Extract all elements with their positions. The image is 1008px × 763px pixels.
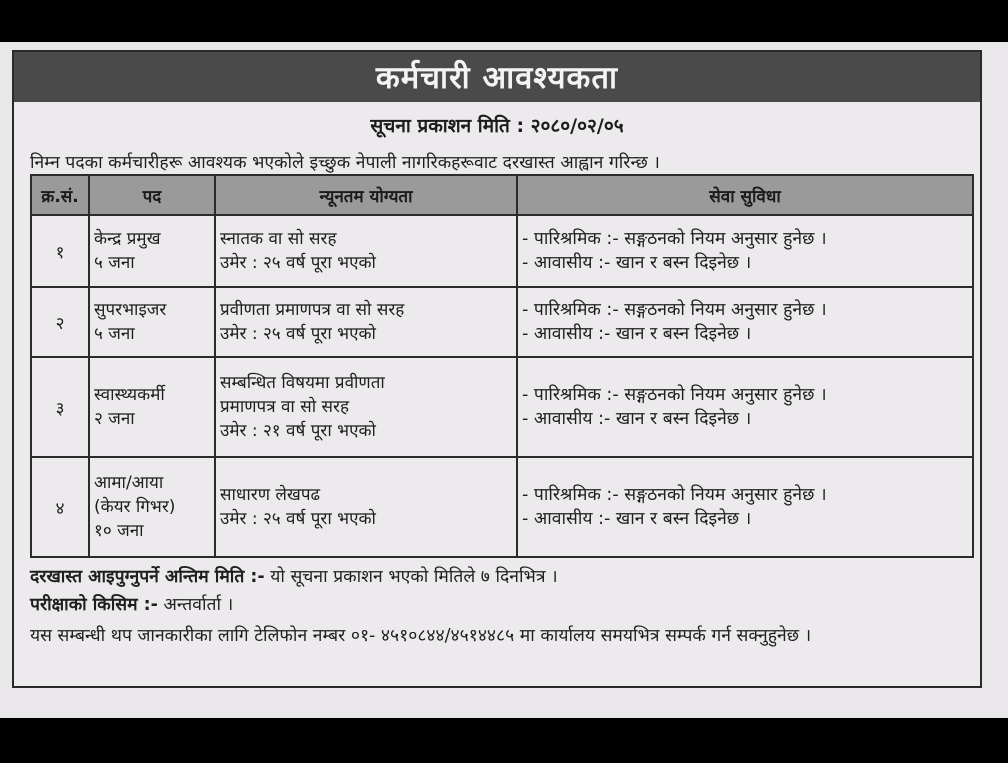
job-notice [12,50,982,688]
row-qualification [215,457,517,557]
row-post [89,287,215,357]
deadline-label: दरखास्त आइपुग्नुपर्ने अन्तिम मिति :- [30,567,265,587]
qualification-line: स्नातक वा सो सरह [220,229,337,249]
qualification-line: उमेर : २१ वर्ष पूरा भएको [220,421,376,441]
header-post: पद [89,175,215,215]
row-qualification [215,215,517,287]
qualification-line: प्रवीणता प्रमाणपत्र वा सो सरह [220,300,405,320]
qualification-line: साधारण लेखपढ [220,485,321,505]
post-count: १० जना [94,521,144,541]
exam-line [30,592,970,616]
publication-date: सूचना प्रकाशन मिति : २०८०/०२/०५ [370,115,624,137]
row-serial: १ [31,215,89,287]
benefit-line: - आवासीय :- खान र बस्न दिइनेछ । [522,509,752,529]
benefit-line: - आवासीय :- खान र बस्न दिइनेछ । [522,324,752,344]
table-row [31,287,973,357]
benefit-line: - आवासीय :- खान र बस्न दिइनेछ । [522,409,752,429]
intro-text: निम्न पदका कर्मचारीहरू आवश्यक भएकोले इच्छुक नेपाली नागरिकहरूवाट दरखास्त आह्वान गरिन्छ । [30,153,660,173]
qualification-line: सम्बन्धित विषयमा प्रवीणता [220,373,385,393]
header-qualification: न्यूनतम योग्यता [215,175,517,215]
qualification-line: उमेर : २५ वर्ष पूरा भएको [220,253,376,273]
post-name: केन्द्र प्रमुख [94,229,161,249]
post-name-detail: (केयर गिभर) [94,497,176,517]
row-serial: ४ [31,457,89,557]
benefit-line: - पारिश्रमिक :- सङ्गठनको नियम अनुसार हुनेछ । [522,485,827,505]
row-serial: ३ [31,357,89,457]
row-post [89,357,215,457]
deadline-value: यो सूचना प्रकाशन भएको मितिले ७ दिनभित्र । [270,567,558,587]
table-row [31,457,973,557]
row-qualification [215,357,517,457]
row-post [89,215,215,287]
vacancy-table [30,174,974,558]
qualification-line: प्रमाणपत्र वा सो सरह [220,397,350,417]
header-serial: क्र.सं. [31,175,89,215]
qualification-line: उमेर : २५ वर्ष पूरा भएको [220,509,376,529]
benefit-line: - पारिश्रमिक :- सङ्गठनको नियम अनुसार हुनेछ । [522,385,827,405]
post-count: ५ जना [94,324,135,344]
post-name: स्वास्थ्यकर्मी [94,385,165,405]
table-row [31,357,973,457]
post-count: ५ जना [94,253,135,273]
post-name: आमा/आया [94,473,164,493]
notice-title: कर्मचारी आवश्यकता [375,60,619,96]
row-benefits [517,287,973,357]
benefit-line: - आवासीय :- खान र बस्न दिइनेछ । [522,253,752,273]
benefit-line: - पारिश्रमिक :- सङ्गठनको नियम अनुसार हुनेछ । [522,300,827,320]
qualification-line: उमेर : २५ वर्ष पूरा भएको [220,324,376,344]
benefit-line: - पारिश्रमिक :- सङ्गठनको नियम अनुसार हुनेछ । [522,229,827,249]
header-benefits: सेवा सुविधा [517,175,973,215]
post-count: २ जना [94,409,135,429]
deadline-line [30,564,970,588]
post-name: सुपरभाइजर [94,300,167,320]
contact-info: यस सम्बन्धी थप जानकारीका लागि टेलिफोन नम्बर ०१- ४५१०८४४/४५१४४८५ मा कार्यालय समयभित्र सम्पर्क गर्न सक्नुहुनेछ । [30,626,812,646]
notice-banner [14,52,980,102]
exam-label: परीक्षाको किसिम :- [30,595,158,615]
row-qualification [215,287,517,357]
table-header-row [31,175,973,215]
row-benefits [517,457,973,557]
row-benefits [517,357,973,457]
row-post [89,457,215,557]
row-serial: २ [31,287,89,357]
row-benefits [517,215,973,287]
table-row [31,215,973,287]
exam-value: अन्तर्वार्ता । [163,595,234,615]
